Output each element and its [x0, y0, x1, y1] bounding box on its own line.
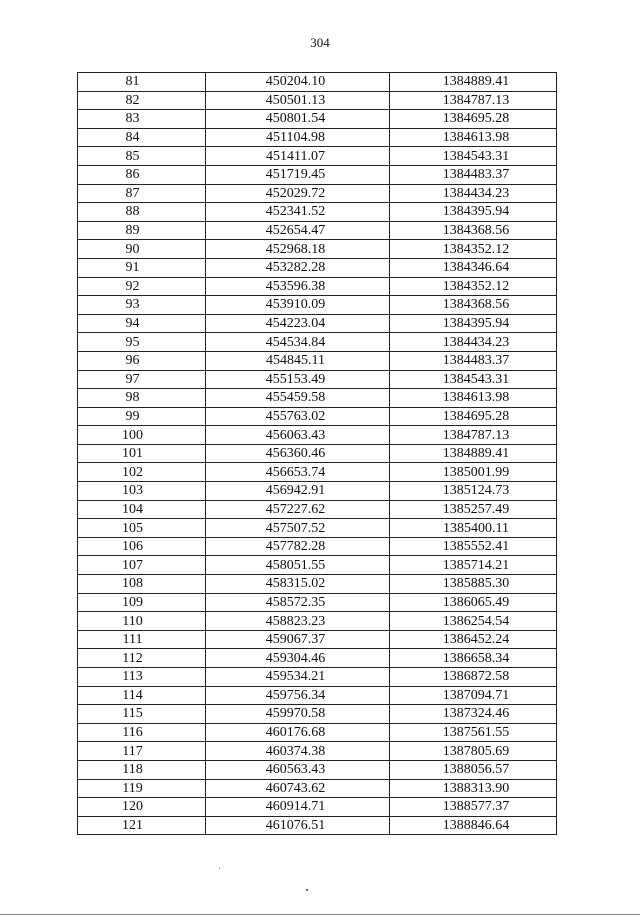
table-row — [78, 296, 557, 315]
point-number-cell: 103 — [78, 482, 206, 501]
point-number-cell: 91 — [78, 258, 206, 277]
table-row — [78, 184, 557, 203]
y-coordinate-cell: 1384613.98 — [390, 389, 557, 408]
y-coordinate-cell: 1384543.31 — [390, 370, 557, 389]
x-coordinate-cell: 450501.13 — [206, 91, 390, 110]
y-coordinate-cell: 1386872.58 — [390, 668, 557, 687]
x-coordinate-cell: 452968.18 — [206, 240, 390, 259]
point-number-cell: 121 — [78, 816, 206, 835]
point-number-cell: 98 — [78, 389, 206, 408]
y-coordinate-cell: 1384395.94 — [390, 314, 557, 333]
table-row — [78, 723, 557, 742]
table-row — [78, 686, 557, 705]
scan-speck — [219, 868, 220, 869]
y-coordinate-cell: 1387324.46 — [390, 705, 557, 724]
y-coordinate-cell: 1384613.98 — [390, 128, 557, 147]
x-coordinate-cell: 450204.10 — [206, 73, 390, 92]
coordinates-table-body — [78, 73, 557, 835]
point-number-cell: 81 — [78, 73, 206, 92]
point-number-cell: 82 — [78, 91, 206, 110]
table-row — [78, 705, 557, 724]
point-number-cell: 116 — [78, 723, 206, 742]
x-coordinate-cell: 453596.38 — [206, 277, 390, 296]
y-coordinate-cell: 1388577.37 — [390, 798, 557, 817]
x-coordinate-cell: 459067.37 — [206, 630, 390, 649]
y-coordinate-cell: 1384695.28 — [390, 407, 557, 426]
point-number-cell: 104 — [78, 500, 206, 519]
x-coordinate-cell: 458051.55 — [206, 556, 390, 575]
y-coordinate-cell: 1384368.56 — [390, 296, 557, 315]
x-coordinate-cell: 460374.38 — [206, 742, 390, 761]
point-number-cell: 113 — [78, 668, 206, 687]
y-coordinate-cell: 1386065.49 — [390, 593, 557, 612]
y-coordinate-cell: 1387561.55 — [390, 723, 557, 742]
y-coordinate-cell: 1388313.90 — [390, 779, 557, 798]
y-coordinate-cell: 1385257.49 — [390, 500, 557, 519]
y-coordinate-cell: 1385124.73 — [390, 482, 557, 501]
x-coordinate-cell: 457782.28 — [206, 537, 390, 556]
point-number-cell: 112 — [78, 649, 206, 668]
table-row — [78, 203, 557, 222]
y-coordinate-cell: 1388846.64 — [390, 816, 557, 835]
table-row — [78, 649, 557, 668]
x-coordinate-cell: 456653.74 — [206, 463, 390, 482]
point-number-cell: 108 — [78, 575, 206, 594]
table-row — [78, 333, 557, 352]
point-number-cell: 118 — [78, 760, 206, 779]
x-coordinate-cell: 457227.62 — [206, 500, 390, 519]
point-number-cell: 87 — [78, 184, 206, 203]
point-number-cell: 115 — [78, 705, 206, 724]
x-coordinate-cell: 458572.35 — [206, 593, 390, 612]
y-coordinate-cell: 1387094.71 — [390, 686, 557, 705]
point-number-cell: 109 — [78, 593, 206, 612]
point-number-cell: 97 — [78, 370, 206, 389]
y-coordinate-cell: 1384483.37 — [390, 351, 557, 370]
y-coordinate-cell: 1385552.41 — [390, 537, 557, 556]
x-coordinate-cell: 451104.98 — [206, 128, 390, 147]
x-coordinate-cell: 459970.58 — [206, 705, 390, 724]
y-coordinate-cell: 1384543.31 — [390, 147, 557, 166]
point-number-cell: 92 — [78, 277, 206, 296]
table-row — [78, 537, 557, 556]
x-coordinate-cell: 452029.72 — [206, 184, 390, 203]
x-coordinate-cell: 460176.68 — [206, 723, 390, 742]
point-number-cell: 84 — [78, 128, 206, 147]
y-coordinate-cell: 1384787.13 — [390, 91, 557, 110]
point-number-cell: 95 — [78, 333, 206, 352]
x-coordinate-cell: 458823.23 — [206, 612, 390, 631]
point-number-cell: 119 — [78, 779, 206, 798]
y-coordinate-cell: 1384483.37 — [390, 165, 557, 184]
point-number-cell: 93 — [78, 296, 206, 315]
point-number-cell: 99 — [78, 407, 206, 426]
x-coordinate-cell: 453282.28 — [206, 258, 390, 277]
y-coordinate-cell: 1384346.64 — [390, 258, 557, 277]
table-row — [78, 73, 557, 92]
y-coordinate-cell: 1384368.56 — [390, 221, 557, 240]
point-number-cell: 114 — [78, 686, 206, 705]
point-number-cell: 86 — [78, 165, 206, 184]
table-row — [78, 500, 557, 519]
table-row — [78, 760, 557, 779]
x-coordinate-cell: 456942.91 — [206, 482, 390, 501]
point-number-cell: 120 — [78, 798, 206, 817]
table-row — [78, 742, 557, 761]
point-number-cell: 94 — [78, 314, 206, 333]
y-coordinate-cell: 1384352.12 — [390, 277, 557, 296]
point-number-cell: 102 — [78, 463, 206, 482]
point-number-cell: 107 — [78, 556, 206, 575]
table-row — [78, 258, 557, 277]
table-row — [78, 221, 557, 240]
page-number: 304 — [310, 35, 330, 50]
x-coordinate-cell: 454223.04 — [206, 314, 390, 333]
point-number-cell: 110 — [78, 612, 206, 631]
y-coordinate-cell: 1388056.57 — [390, 760, 557, 779]
x-coordinate-cell: 460914.71 — [206, 798, 390, 817]
point-number-cell: 88 — [78, 203, 206, 222]
y-coordinate-cell: 1384787.13 — [390, 426, 557, 445]
table-row — [78, 165, 557, 184]
table-row — [78, 147, 557, 166]
table-row — [78, 444, 557, 463]
table-row — [78, 593, 557, 612]
point-number-cell: 96 — [78, 351, 206, 370]
x-coordinate-cell: 459304.46 — [206, 649, 390, 668]
scan-speck — [306, 889, 308, 891]
table-row — [78, 463, 557, 482]
x-coordinate-cell: 460743.62 — [206, 779, 390, 798]
table-row — [78, 351, 557, 370]
x-coordinate-cell: 459756.34 — [206, 686, 390, 705]
x-coordinate-cell: 458315.02 — [206, 575, 390, 594]
point-number-cell: 106 — [78, 537, 206, 556]
y-coordinate-cell: 1386658.34 — [390, 649, 557, 668]
table-row — [78, 668, 557, 687]
y-coordinate-cell: 1384434.23 — [390, 184, 557, 203]
y-coordinate-cell: 1384434.23 — [390, 333, 557, 352]
x-coordinate-cell: 451719.45 — [206, 165, 390, 184]
table-row — [78, 519, 557, 538]
point-number-cell: 105 — [78, 519, 206, 538]
x-coordinate-cell: 456063.43 — [206, 426, 390, 445]
y-coordinate-cell: 1385885.30 — [390, 575, 557, 594]
x-coordinate-cell: 455153.49 — [206, 370, 390, 389]
table-row — [78, 389, 557, 408]
table-row — [78, 314, 557, 333]
x-coordinate-cell: 450801.54 — [206, 110, 390, 129]
point-number-cell: 101 — [78, 444, 206, 463]
y-coordinate-cell: 1385400.11 — [390, 519, 557, 538]
table-row — [78, 277, 557, 296]
y-coordinate-cell: 1384695.28 — [390, 110, 557, 129]
point-number-cell: 89 — [78, 221, 206, 240]
x-coordinate-cell: 461076.51 — [206, 816, 390, 835]
y-coordinate-cell: 1385714.21 — [390, 556, 557, 575]
y-coordinate-cell: 1384352.12 — [390, 240, 557, 259]
x-coordinate-cell: 459534.21 — [206, 668, 390, 687]
x-coordinate-cell: 452341.52 — [206, 203, 390, 222]
point-number-cell: 111 — [78, 630, 206, 649]
table-row — [78, 779, 557, 798]
point-number-cell: 100 — [78, 426, 206, 445]
table-row — [78, 91, 557, 110]
x-coordinate-cell: 453910.09 — [206, 296, 390, 315]
table-row — [78, 240, 557, 259]
x-coordinate-cell: 451411.07 — [206, 147, 390, 166]
y-coordinate-cell: 1386254.54 — [390, 612, 557, 631]
y-coordinate-cell: 1386452.24 — [390, 630, 557, 649]
y-coordinate-cell: 1384395.94 — [390, 203, 557, 222]
table-row — [78, 370, 557, 389]
x-coordinate-cell: 452654.47 — [206, 221, 390, 240]
x-coordinate-cell: 455459.58 — [206, 389, 390, 408]
point-number-cell: 117 — [78, 742, 206, 761]
point-number-cell: 85 — [78, 147, 206, 166]
table-row — [78, 110, 557, 129]
table-row — [78, 798, 557, 817]
point-number-cell: 90 — [78, 240, 206, 259]
x-coordinate-cell: 454845.11 — [206, 351, 390, 370]
y-coordinate-cell: 1384889.41 — [390, 73, 557, 92]
table-row — [78, 426, 557, 445]
coordinates-table — [77, 72, 557, 835]
x-coordinate-cell: 457507.52 — [206, 519, 390, 538]
y-coordinate-cell: 1387805.69 — [390, 742, 557, 761]
x-coordinate-cell: 460563.43 — [206, 760, 390, 779]
table-row — [78, 482, 557, 501]
table-row — [78, 128, 557, 147]
table-row — [78, 575, 557, 594]
point-number-cell: 83 — [78, 110, 206, 129]
y-coordinate-cell: 1384889.41 — [390, 444, 557, 463]
x-coordinate-cell: 456360.46 — [206, 444, 390, 463]
table-row — [78, 556, 557, 575]
x-coordinate-cell: 454534.84 — [206, 333, 390, 352]
y-coordinate-cell: 1385001.99 — [390, 463, 557, 482]
page-bottom-edge — [0, 914, 640, 915]
table-row — [78, 407, 557, 426]
table-row — [78, 816, 557, 835]
table-row — [78, 612, 557, 631]
table-row — [78, 630, 557, 649]
x-coordinate-cell: 455763.02 — [206, 407, 390, 426]
